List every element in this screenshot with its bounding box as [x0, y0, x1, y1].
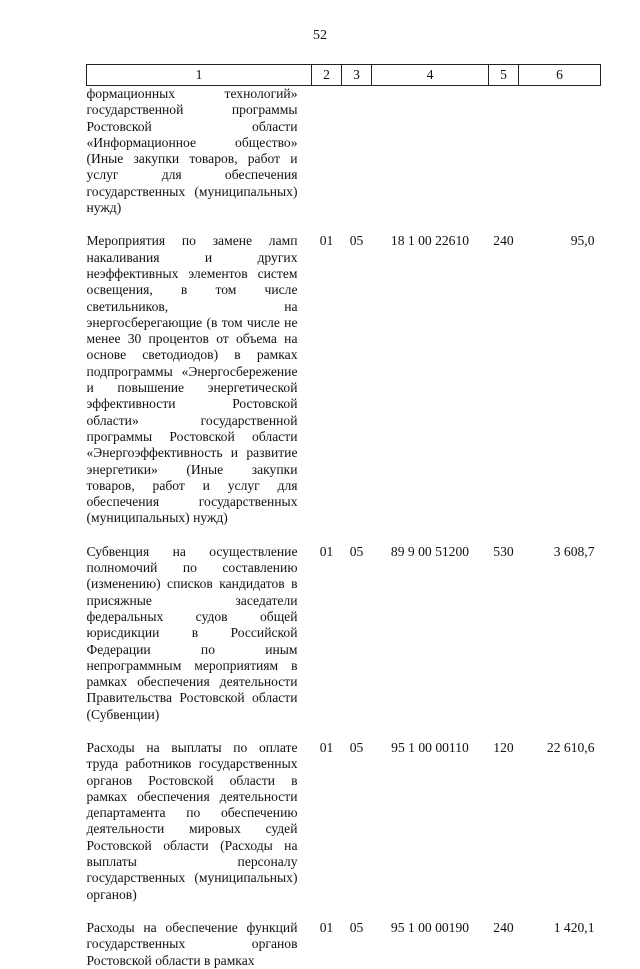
- row-expense-type: 240: [493, 233, 514, 249]
- row-target-article: 18 1 00 22610: [390, 233, 470, 249]
- header-col-3: 3: [342, 65, 372, 86]
- header-row: [87, 65, 601, 86]
- table-row: [87, 86, 601, 234]
- row-section: [312, 86, 342, 234]
- row-subsection: 05: [349, 233, 364, 249]
- header-col-5: 5: [489, 65, 519, 86]
- row-amount: 22 610,6: [546, 739, 595, 755]
- table-row: [87, 233, 601, 543]
- row-expense-type: 240: [493, 919, 514, 935]
- header-col-6: 6: [519, 65, 601, 86]
- row-amount: 3 608,7: [553, 543, 595, 559]
- row-description: Расходы на обеспечение функций государственных органов Ростовской области в рамках: [86, 919, 298, 968]
- row-section: 01: [319, 919, 334, 935]
- row-target-article: 89 9 00 51200: [390, 543, 470, 559]
- row-target-article: 95 1 00 00190: [390, 919, 470, 935]
- row-description: Расходы на выплаты по оплате труда работников государственных органов Ростовской области в рамках обеспечения деятельности департамента по обеспечению деятельности мировых судей Ростовской области (Расходы на выплаты персоналу государственных (муниципальных) органов): [86, 739, 298, 902]
- header-col-4: 4: [372, 65, 489, 86]
- row-subsection: [342, 86, 372, 234]
- row-subsection: 05: [349, 919, 364, 935]
- page-number: 52: [313, 28, 327, 43]
- row-amount: 1 420,1: [553, 919, 595, 935]
- table-row: [87, 920, 601, 969]
- row-target-article: [372, 86, 489, 234]
- row-expense-type: 120: [493, 739, 514, 755]
- table-row: [87, 544, 601, 740]
- table-header: [87, 65, 601, 86]
- row-amount: 95,0: [570, 233, 595, 249]
- row-expense-type: [489, 86, 519, 234]
- row-expense-type: 530: [493, 543, 514, 559]
- row-subsection: 05: [349, 739, 364, 755]
- header-col-1: 1: [87, 65, 312, 86]
- header-col-2: 2: [312, 65, 342, 86]
- row-description: формационных технологий» государственной программы Ростовской области «Информационное общество» (Иные закупки товаров, работ и услуг для обеспечения государственных (муниципальных) нужд): [86, 86, 298, 216]
- table-row: [87, 740, 601, 920]
- row-description: Субвенция на осуществление полномочий по составлению (изменению) списков кандидатов в присяжные заседатели федеральных судов общей юрисдикции в Российской Федерации по иным непрограммным мероприятиям в рамках обеспечения деятельности Правительства Ростовской области (Субвенции): [86, 543, 298, 722]
- row-description: Мероприятия по замене ламп накаливания и других неэффективных элементов систем освещения, в том числе светильников, на энергосберегающие (в том числе не менее 30 процентов от объема на основе светодиодов) в рамках подпрограммы «Энергосбережение и повышение энергетической эффективности Ростовской области» государственной программы Ростовской области «Энергоэффективность и развитие энергетики» (Иные закупки товаров, работ и услуг для обеспечения государственных (муниципальных) нужд): [86, 233, 298, 526]
- table-body: [87, 86, 601, 969]
- row-section: 01: [319, 739, 334, 755]
- row-amount: [519, 86, 601, 234]
- budget-table: [86, 64, 601, 969]
- row-target-article: 95 1 00 00110: [391, 739, 469, 755]
- row-section: 01: [319, 233, 334, 249]
- row-section: 01: [319, 543, 334, 559]
- row-subsection: 05: [349, 543, 364, 559]
